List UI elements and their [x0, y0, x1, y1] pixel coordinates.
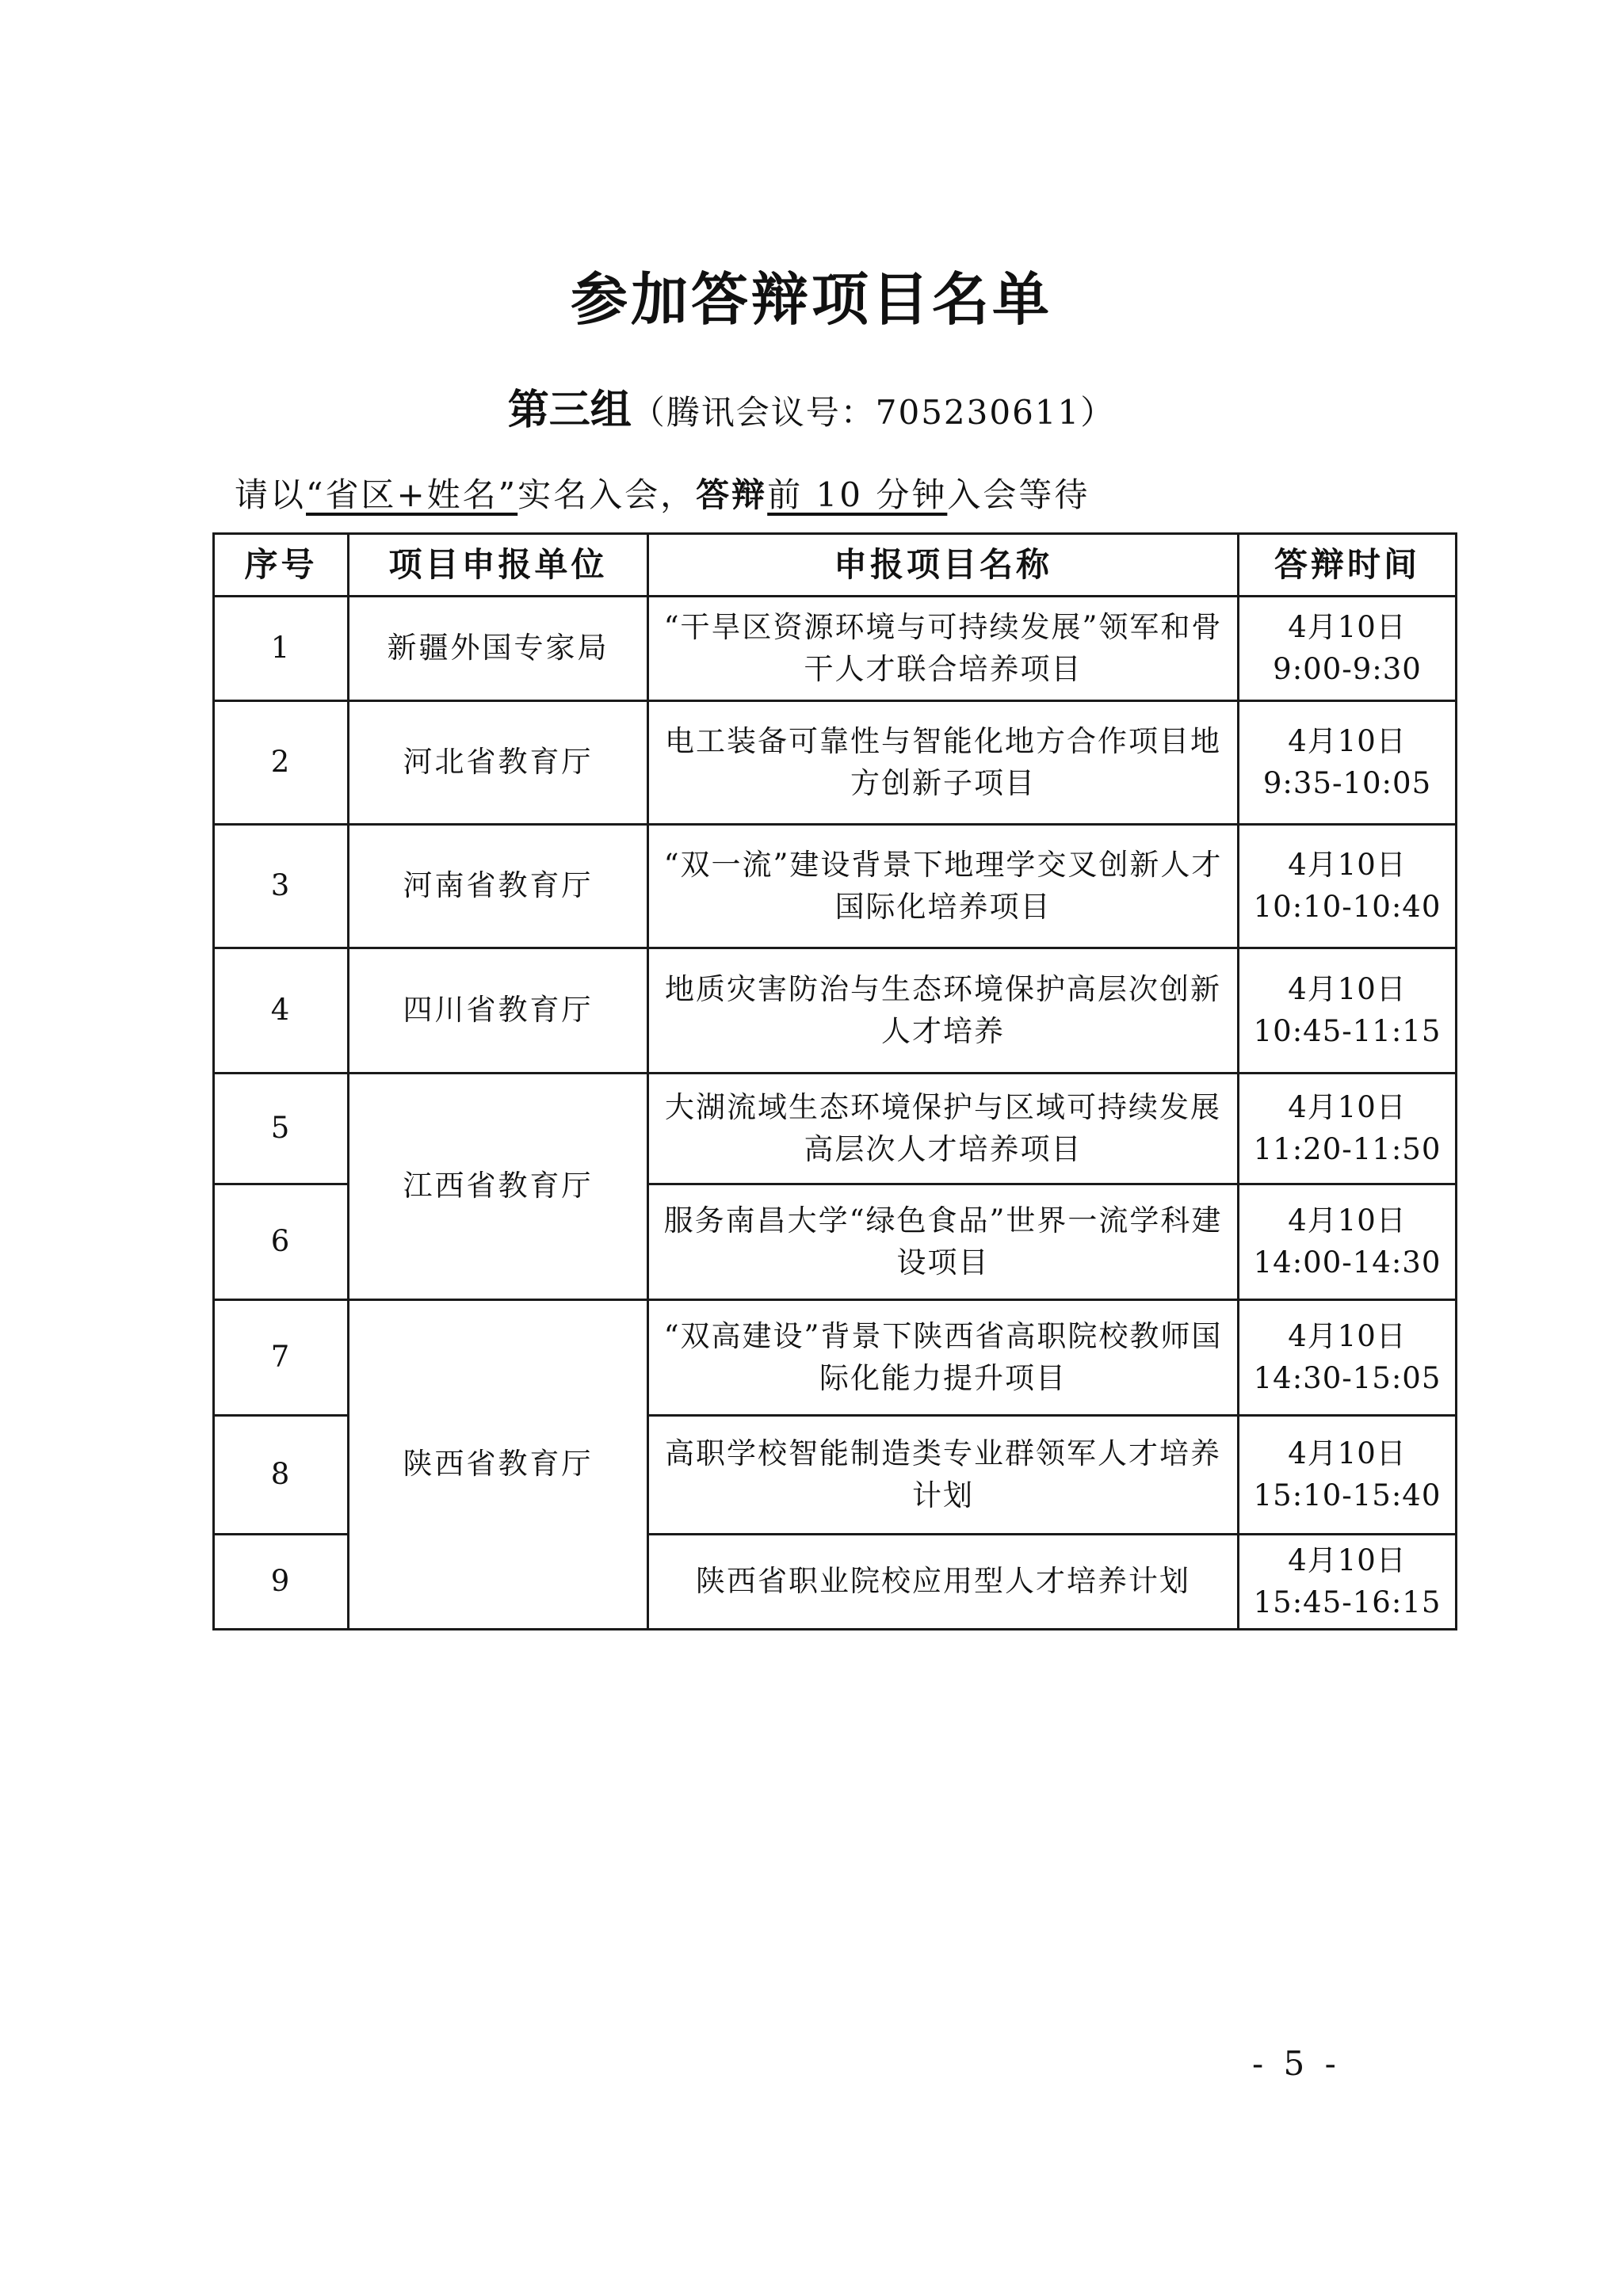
defense-slot: 9:00-9:30 [1273, 651, 1422, 686]
table-header-row [214, 534, 1457, 597]
instruction-defense: 答辩 [696, 475, 768, 514]
defense-date: 4月10日 [1288, 1089, 1407, 1124]
applicant-unit: 江西省教育厅 [349, 1074, 648, 1300]
instruction-rename-format: “省区+姓名” [306, 475, 518, 514]
defense-time [1239, 825, 1457, 948]
instruction-join-text: 实名入会， [517, 475, 697, 514]
defense-date: 4月10日 [1288, 1436, 1407, 1470]
table-row [214, 597, 1457, 701]
row-number: 8 [214, 1416, 349, 1535]
defense-date: 4月10日 [1288, 609, 1407, 644]
project-name: “干旱区资源环境与可持续发展”领军和骨干人才联合培养项目 [648, 597, 1239, 701]
table-row [214, 825, 1457, 948]
group-heading [0, 376, 1623, 436]
project-name: “双高建设”背景下陕西省高职院校教师国际化能力提升项目 [648, 1300, 1239, 1416]
defense-time [1239, 701, 1457, 825]
header-project: 申报项目名称 [648, 534, 1239, 597]
project-name: 陕西省职业院校应用型人才培养计划 [648, 1535, 1239, 1630]
defense-time [1239, 1184, 1457, 1300]
defense-slot: 11:20-11:50 [1253, 1131, 1442, 1166]
instruction-before-time: 前 10 分钟 [767, 475, 948, 514]
defense-date: 4月10日 [1288, 847, 1407, 882]
project-name: 服务南昌大学“绿色食品”世界一流学科建设项目 [648, 1184, 1239, 1300]
defense-time [1239, 948, 1457, 1074]
defense-date: 4月10日 [1288, 1543, 1407, 1577]
defense-slot: 10:45-11:15 [1253, 1013, 1442, 1048]
applicant-unit: 河北省教育厅 [349, 701, 648, 825]
header-no: 序号 [214, 534, 349, 597]
table-row [214, 948, 1457, 1074]
defense-slot: 15:45-16:15 [1253, 1585, 1442, 1619]
defense-time [1239, 1074, 1457, 1184]
defense-slot: 10:10-10:40 [1253, 889, 1442, 924]
defense-time [1239, 1535, 1457, 1630]
applicant-unit: 陕西省教育厅 [349, 1300, 648, 1630]
group-name: 第三组 [507, 387, 632, 434]
header-unit: 项目申报单位 [349, 534, 648, 597]
defense-date: 4月10日 [1288, 1203, 1407, 1238]
table-row [214, 1300, 1457, 1416]
defense-date: 4月10日 [1288, 723, 1407, 758]
project-name: “双一流”建设背景下地理学交叉创新人才国际化培养项目 [648, 825, 1239, 948]
row-number: 9 [214, 1535, 349, 1630]
project-name: 地质灾害防治与生态环境保护高层次创新人才培养 [648, 948, 1239, 1074]
defense-time [1239, 1416, 1457, 1535]
row-number: 7 [214, 1300, 349, 1416]
defense-slot: 14:30-15:05 [1253, 1360, 1442, 1395]
page-number: - 5 - [1252, 2044, 1341, 2083]
instruction-wait: 入会等待 [947, 475, 1090, 514]
applicant-unit: 新疆外国专家局 [349, 597, 648, 701]
defense-slot: 14:00-14:30 [1253, 1245, 1442, 1280]
project-name: 电工装备可靠性与智能化地方合作项目地方创新子项目 [648, 701, 1239, 825]
defense-slot: 15:10-15:40 [1253, 1478, 1442, 1512]
defense-date: 4月10日 [1288, 1318, 1407, 1353]
header-time: 答辩时间 [1239, 534, 1457, 597]
table-row [214, 1074, 1457, 1184]
join-instruction [235, 469, 1090, 517]
defense-schedule-table [212, 532, 1457, 1630]
applicant-unit: 河南省教育厅 [349, 825, 648, 948]
row-number: 2 [214, 701, 349, 825]
project-name: 大湖流域生态环境保护与区域可持续发展高层次人才培养项目 [648, 1074, 1239, 1184]
row-number: 5 [214, 1074, 349, 1184]
meeting-id: （腾讯会议号：705230611） [631, 393, 1116, 432]
instruction-prefix: 请以 [235, 475, 307, 514]
row-number: 3 [214, 825, 349, 948]
row-number: 1 [214, 597, 349, 701]
row-number: 4 [214, 948, 349, 1074]
project-name: 高职学校智能制造类专业群领军人才培养计划 [648, 1416, 1239, 1535]
applicant-unit: 四川省教育厅 [349, 948, 648, 1074]
defense-time [1239, 597, 1457, 701]
defense-time [1239, 1300, 1457, 1416]
defense-slot: 9:35-10:05 [1262, 765, 1432, 800]
defense-date: 4月10日 [1288, 971, 1407, 1006]
page-title: 参加答辩项目名单 [570, 266, 1052, 333]
table-row [214, 701, 1457, 825]
row-number: 6 [214, 1184, 349, 1300]
